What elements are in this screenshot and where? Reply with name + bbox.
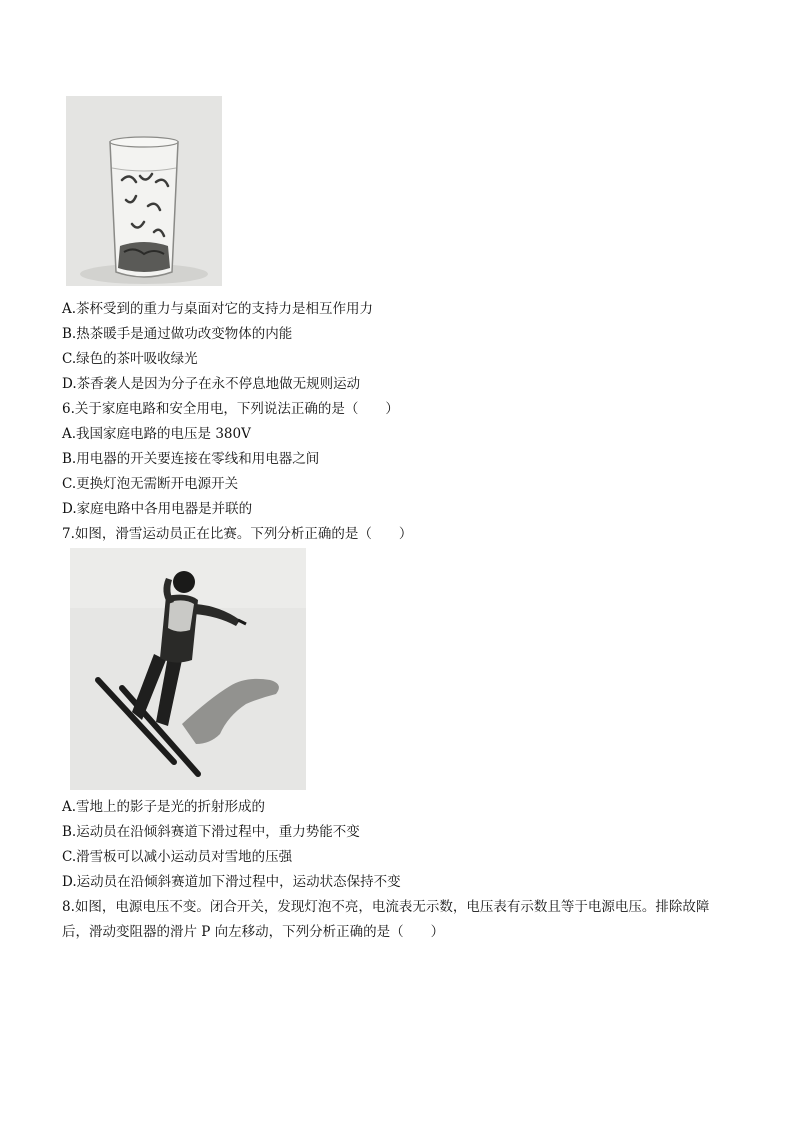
skier-photo [70,548,306,790]
q6-option-b: B.用电器的开关要连接在零线和用电器之间 [62,451,320,467]
q6-option-a: A.我国家庭电路的电压是 380V [62,426,251,442]
q6-option-c: C.更换灯泡无需断开电源开关 [62,476,239,492]
q7-stem: 7.如图，滑雪运动员正在比赛。下列分析正确的是（ ） [62,526,413,542]
q7-option-a: A.雪地上的影子是光的折射形成的 [62,799,266,815]
q5-option-d: D.茶香袭人是因为分子在永不停息地做无规则运动 [62,376,361,392]
q5-option-a: A.茶杯受到的重力与桌面对它的支持力是相互作用力 [62,301,374,317]
q6-stem: 6.关于家庭电路和安全用电，下列说法正确的是（ ） [62,401,399,417]
tea-glass-photo [66,96,222,286]
q5-option-c: C.绿色的茶叶吸收绿光 [62,351,198,367]
q8-stem: 8.如图，电源电压不变。闭合开关，发现灯泡不亮，电流表无示数，电压表有示数且等于电源电压。排除故障后，滑动变阻器的滑片 P 向左移动，下列分析正确的是（ ） [62,899,710,940]
q5-option-b: B.热茶暖手是通过做功改变物体的内能 [62,326,293,342]
q7-option-c: C.滑雪板可以减小运动员对雪地的压强 [62,849,293,865]
q7-option-d: D.运动员在沿倾斜赛道加下滑过程中，运动状态保持不变 [62,874,401,890]
q7-option-b: B.运动员在沿倾斜赛道下滑过程中，重力势能不变 [62,824,360,840]
q6-option-d: D.家庭电路中各用电器是并联的 [62,501,253,517]
